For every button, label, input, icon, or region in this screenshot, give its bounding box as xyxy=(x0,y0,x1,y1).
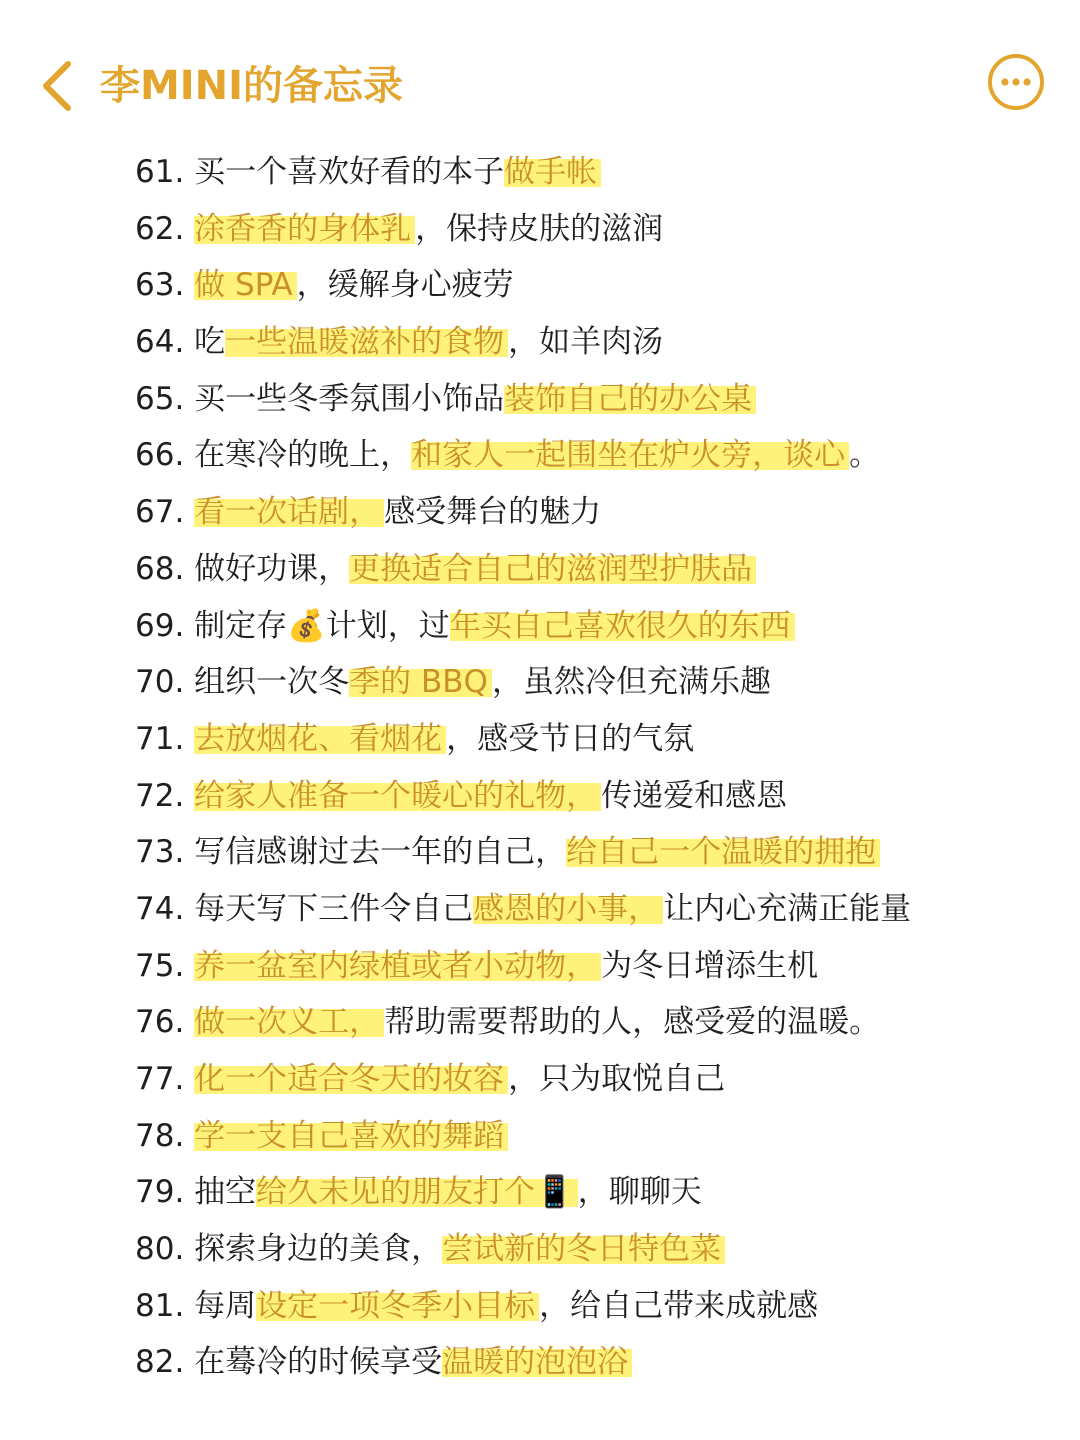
list-item xyxy=(135,1108,1035,1165)
item-text-tail: ，虽然冷但充满乐趣 xyxy=(491,664,771,701)
item-text-tail: 传递爱和感恩 xyxy=(601,777,788,814)
item-highlight: 装饰自己的办公桌 xyxy=(504,381,756,417)
back-button[interactable] xyxy=(36,58,80,114)
item-text: 每天写下三件令自己 xyxy=(194,890,474,927)
item-highlight: 感恩的小事， xyxy=(473,891,663,927)
item-text: 写信感谢过去一年的自己， xyxy=(194,834,567,871)
item-highlight: 做一次义工， xyxy=(194,1004,384,1040)
item-text-tail: ，只为取悦自己 xyxy=(508,1061,726,1097)
item-number: 73. xyxy=(135,834,185,871)
item-number: 65. xyxy=(135,380,185,417)
list-item xyxy=(135,881,1035,938)
list-item xyxy=(135,1051,1035,1108)
item-text-tail: ，如羊肉汤 xyxy=(508,324,664,361)
item-number: 69. xyxy=(135,607,185,644)
item-text-tail: 为冬日增添生机 xyxy=(601,947,819,984)
item-text-tail: ，给自己带来成就感 xyxy=(539,1287,819,1324)
item-number: 81. xyxy=(135,1287,185,1324)
list-item xyxy=(135,484,1035,541)
item-number: 62. xyxy=(135,210,185,247)
item-text-tail: 帮助需要帮助的人，感受爱的温暖。 xyxy=(384,1004,881,1041)
list-item xyxy=(135,1221,1035,1278)
more-horizontal-icon xyxy=(987,53,1045,111)
item-highlight: 涂香香的身体乳 xyxy=(194,211,415,247)
item-text-tail: ，缓解身心疲劳 xyxy=(296,267,514,304)
item-text: 在蓦冷的时候享受 xyxy=(194,1344,443,1381)
list-item xyxy=(135,314,1035,371)
item-text: 做好功课， xyxy=(194,550,350,587)
item-number: 61. xyxy=(135,154,185,190)
list-item xyxy=(135,938,1035,995)
list-item xyxy=(135,1278,1035,1335)
item-text-tail: ，感受节日的气氛 xyxy=(446,720,695,757)
item-text: 买一个喜欢好看的本子 xyxy=(194,154,505,190)
item-highlight: 养一盆室内绿植或者小动物， xyxy=(194,948,601,984)
item-number: 78. xyxy=(135,1117,185,1154)
item-number: 82. xyxy=(135,1344,185,1381)
list-item xyxy=(135,824,1035,881)
list-item xyxy=(135,541,1035,598)
item-number: 67. xyxy=(135,494,185,531)
item-highlight: 去放烟花、看烟花 xyxy=(194,721,446,757)
item-number: 63. xyxy=(135,267,185,304)
item-number: 75. xyxy=(135,947,185,984)
list-item xyxy=(135,1334,1035,1391)
item-text: 在寒冷的晚上， xyxy=(194,437,412,474)
item-text: 抽空 xyxy=(194,1174,257,1211)
chevron-left-icon xyxy=(36,58,80,114)
item-highlight: 给家人准备一个暖心的礼物， xyxy=(194,778,601,814)
item-text: 每周 xyxy=(194,1287,257,1324)
item-number: 66. xyxy=(135,437,185,474)
item-text-tail: ，聊聊天 xyxy=(577,1174,702,1211)
list-item xyxy=(135,598,1035,655)
list-item xyxy=(135,654,1035,711)
list-item xyxy=(135,427,1035,484)
item-highlight: 学一支自己喜欢的舞蹈 xyxy=(194,1118,508,1154)
item-highlight: 设定一项冬季小目标 xyxy=(256,1288,539,1324)
list-item xyxy=(135,201,1035,258)
list-item xyxy=(135,371,1035,428)
item-number: 77. xyxy=(135,1061,185,1097)
more-button[interactable] xyxy=(987,53,1045,111)
list-item xyxy=(135,711,1035,768)
memo-list xyxy=(135,144,1035,1391)
nav-header xyxy=(0,0,1080,150)
item-text: 吃 xyxy=(194,324,226,361)
item-text: 买一些冬季氛围小饰品 xyxy=(194,380,505,417)
item-number: 64. xyxy=(135,324,185,361)
item-highlight: 年买自己喜欢很久的东西 xyxy=(450,608,795,644)
item-number: 70. xyxy=(135,664,185,701)
item-highlight: 一些温暖滋补的食物 xyxy=(225,324,508,360)
item-number: 79. xyxy=(135,1174,185,1211)
item-highlight: 更换适合自己的滋润型护肤品 xyxy=(349,551,756,587)
item-highlight: 化一个适合冬天的妆容 xyxy=(194,1061,508,1097)
list-item xyxy=(135,768,1035,825)
item-highlight: 给自己一个温暖的拥抱 xyxy=(566,834,880,870)
item-highlight: 做手帐 xyxy=(504,154,601,190)
item-highlight: 尝试新的冬日特色菜 xyxy=(442,1231,725,1267)
item-text-tail: 感受舞台的魅力 xyxy=(384,494,602,531)
item-text-tail: 。 xyxy=(849,437,881,474)
item-number: 74. xyxy=(135,890,185,927)
item-number: 80. xyxy=(135,1231,185,1268)
item-highlight: 给久未见的朋友打个📱 xyxy=(256,1174,578,1210)
list-item xyxy=(135,994,1035,1051)
list-item xyxy=(135,1164,1035,1221)
item-text: 制定存💰计划，过 xyxy=(194,607,450,644)
item-highlight: 温暖的泡泡浴 xyxy=(442,1344,632,1380)
item-number: 71. xyxy=(135,720,185,757)
item-number: 76. xyxy=(135,1004,185,1041)
item-number: 72. xyxy=(135,777,185,814)
list-item xyxy=(135,257,1035,314)
page-title: 李MINI的备忘录 xyxy=(100,63,404,109)
item-highlight: 和家人一起围坐在炉火旁，谈心 xyxy=(411,437,849,473)
item-highlight: 季的 BBQ xyxy=(349,664,492,700)
item-highlight: 看一次话剧， xyxy=(194,494,384,530)
item-highlight: 做 SPA xyxy=(194,267,296,303)
item-text: 探索身边的美食， xyxy=(194,1231,443,1268)
list-item xyxy=(135,144,1035,201)
item-text-tail: 让内心充满正能量 xyxy=(663,890,912,927)
item-text: 组织一次冬 xyxy=(194,664,350,701)
item-number: 68. xyxy=(135,550,185,587)
item-text-tail: ，保持皮肤的滋润 xyxy=(415,210,664,247)
